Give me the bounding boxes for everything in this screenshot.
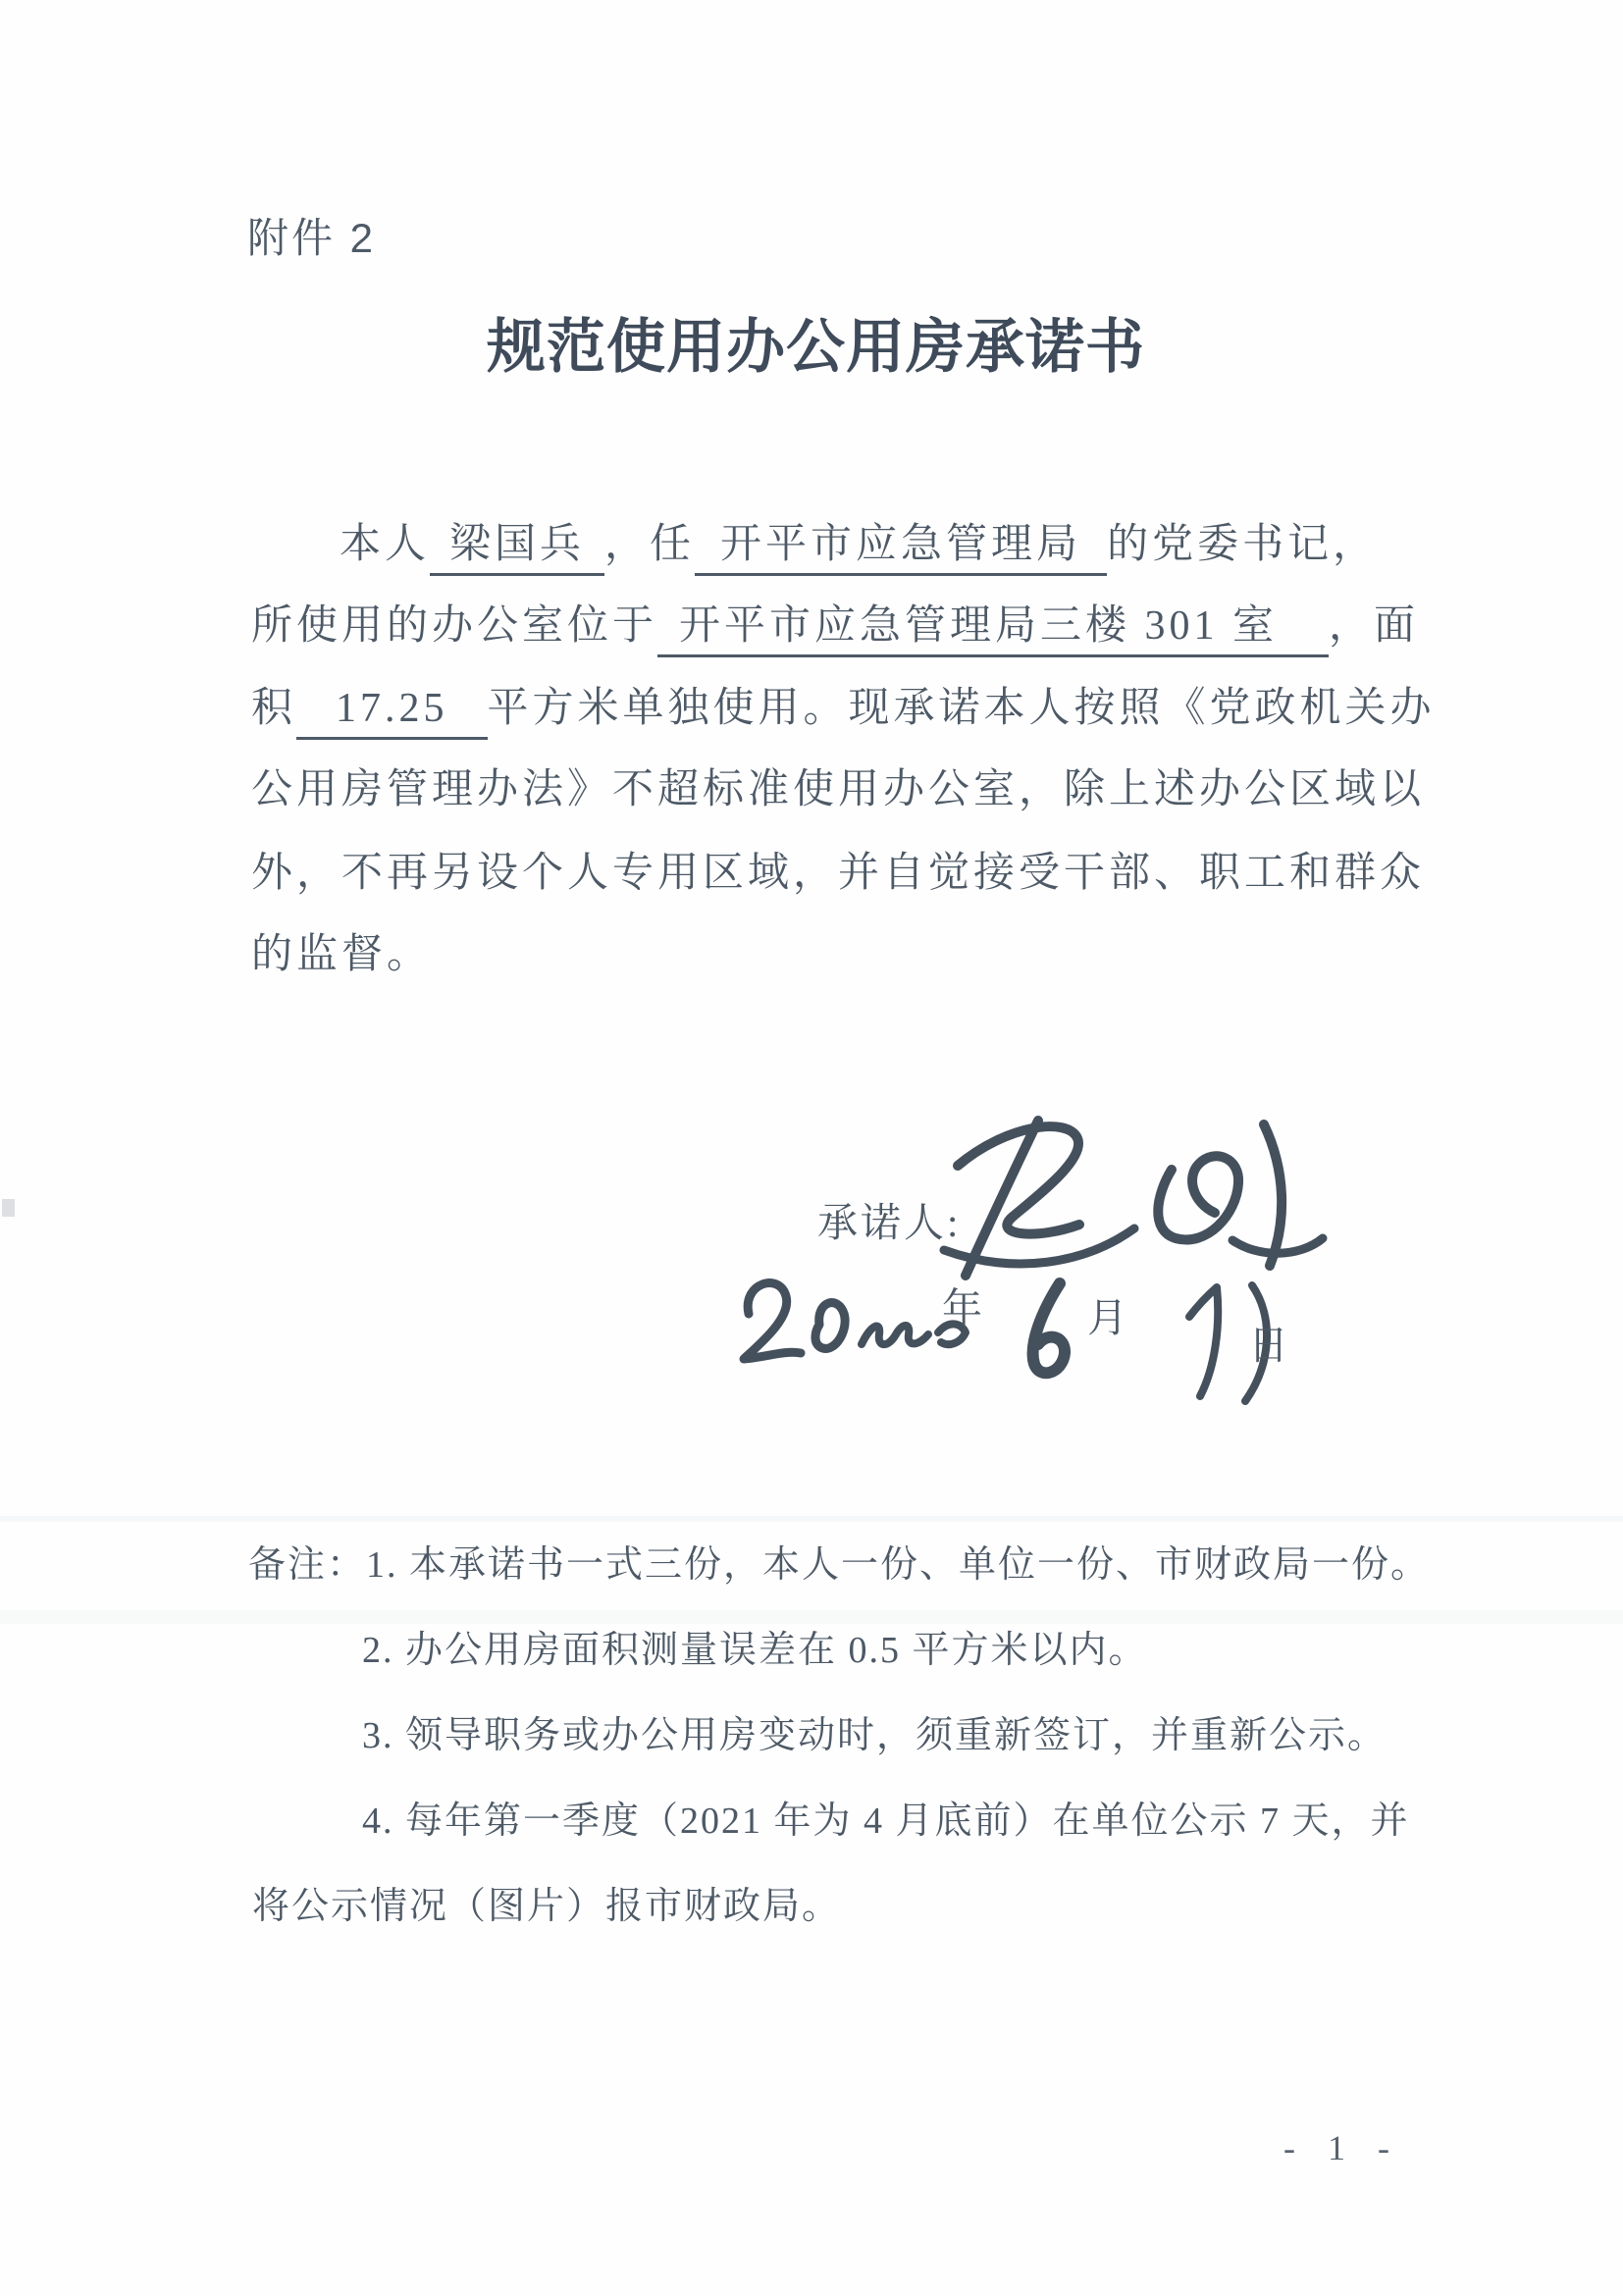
date-year-unit: 年 xyxy=(942,1285,982,1331)
fill-office-location: 开平市应急管理局三楼 301 室 xyxy=(657,603,1329,657)
fill-office-area: 17.25 xyxy=(296,686,488,740)
body-line-4 xyxy=(251,757,1425,815)
attachment-label: 附件 2 xyxy=(247,215,377,261)
note-text: 1. 本承诺书一式三份，本人一份、单位一份、市财政局一份。 xyxy=(366,1544,1431,1586)
fill-committer-name: 梁国兵 xyxy=(430,522,604,576)
note-line-5 xyxy=(252,1875,841,1929)
body-line-5 xyxy=(251,840,1425,899)
notes-label: 备注： xyxy=(248,1544,367,1586)
note-text: 2. 办公用房面积测量误差在 0.5 平方米以内。 xyxy=(362,1630,1148,1671)
scan-artifact xyxy=(2,1199,15,1217)
body-text: 平方米单独使用。现承诺本人按照《党政机关办 xyxy=(487,686,1436,731)
body-text: 的党委书记， xyxy=(1107,522,1379,567)
scan-artifact xyxy=(0,1516,1623,1522)
body-line-6 xyxy=(251,921,432,980)
body-line-3 xyxy=(251,675,1436,734)
body-text: ，任 xyxy=(604,522,696,567)
note-line-3 xyxy=(362,1704,1387,1758)
note-text: 将公示情况（图片）报市财政局。 xyxy=(252,1886,842,1927)
handwritten-month xyxy=(1011,1272,1079,1384)
body-text: 所使用的办公室位于 xyxy=(251,603,658,649)
body-text: 积 xyxy=(251,686,297,731)
note-text: 3. 领导职务或办公用房变动时，须重新签订，并重新公示。 xyxy=(362,1715,1387,1756)
note-line-2 xyxy=(362,1619,1148,1673)
body-line-2 xyxy=(251,593,1419,652)
body-text: 本人 xyxy=(340,522,431,567)
body-text: ，面 xyxy=(1329,603,1420,649)
page-title: 规范使用办公用房承诺书 xyxy=(487,315,1145,380)
date-day-unit: 日 xyxy=(1248,1323,1288,1368)
body-line-1 xyxy=(340,511,1378,570)
body-text: 外，不再另设个人专用区域，并自觉接受干部、职工和群众 xyxy=(251,851,1426,896)
page-number: - 1 - xyxy=(1283,2128,1401,2167)
note-text: 4. 每年第一季度（2021 年为 4 月底前）在单位公示 7 天，并 xyxy=(362,1800,1410,1842)
signatory-label: 承诺人: xyxy=(817,1200,962,1245)
note-line-4 xyxy=(362,1790,1410,1844)
body-text: 的监督。 xyxy=(251,932,433,977)
date-month-unit: 月 xyxy=(1087,1295,1127,1340)
fill-unit-name: 开平市应急管理局 xyxy=(695,522,1107,576)
body-text: 公用房管理办法》不超标准使用办公室，除上述办公区域以 xyxy=(251,767,1426,812)
note-line-1 xyxy=(248,1534,1430,1588)
